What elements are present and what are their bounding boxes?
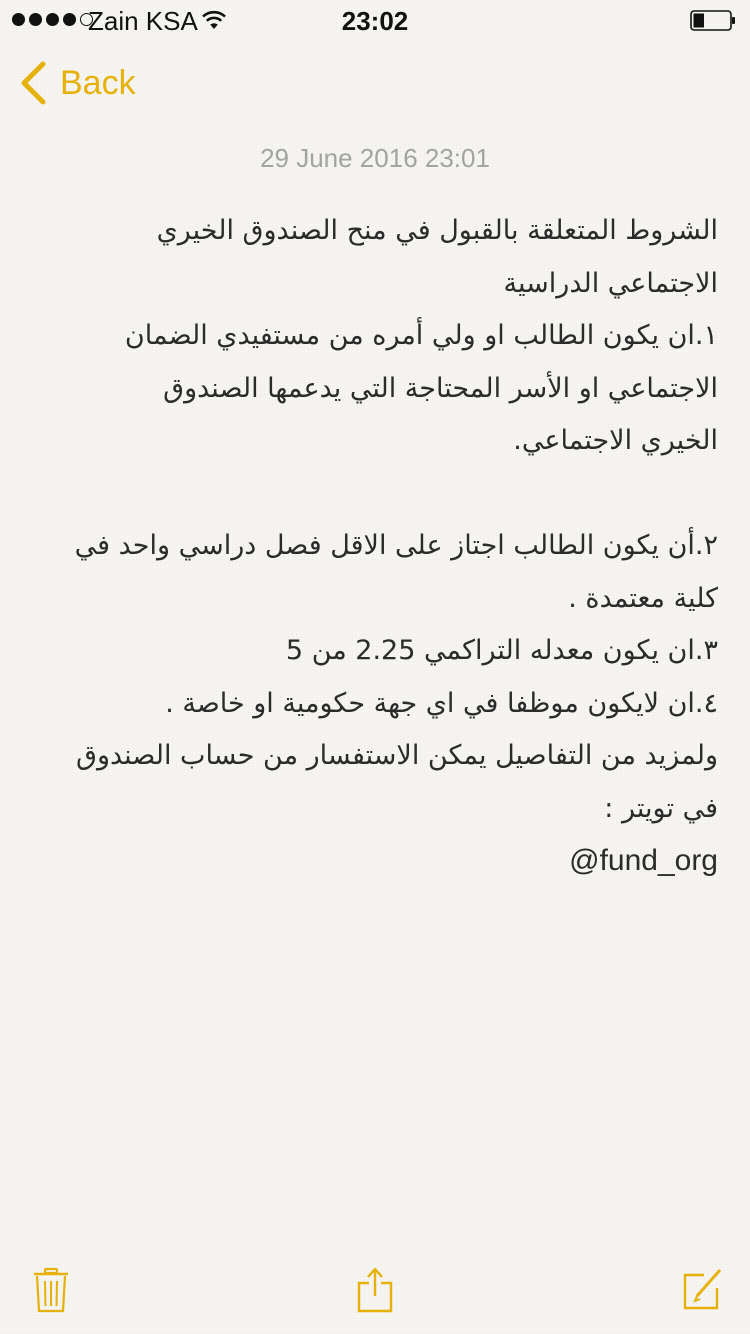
note-line: كلية معتمدة . [568,582,718,614]
carrier-name: Zain KSA [88,6,198,36]
note-line: ٣.ان يكون معدله التراكمي 2.25 من 5 [285,635,718,666]
status-bar [0,0,750,40]
note-line: ٢.أن يكون الطالب اجتاز على الاقل فصل دراسي واحد في [74,530,718,561]
chevron-left-icon [18,60,48,106]
note-line: في تويتر : [604,792,718,824]
note-line: الخيري الاجتماعي. [513,425,718,456]
compose-icon [682,1266,724,1312]
trash-icon [33,1266,69,1314]
back-button[interactable] [18,58,136,108]
note-line: الاجتماعي الدراسية [503,267,718,299]
share-icon [356,1266,394,1314]
note-line: ٤.ان لايكون موظفا في اي جهة حكومية او خاصة . [165,687,718,719]
share-button[interactable] [356,1266,400,1314]
battery-icon [690,10,736,31]
note-line: ١.ان يكون الطالب او ولي أمره من مستفيدي الضمان [124,320,718,351]
compose-button[interactable] [682,1266,726,1314]
note-body[interactable] [30,205,718,885]
note-line: الشروط المتعلقة بالقبول في منح الصندوق الخيري [156,215,718,246]
note-line: الاجتماعي او الأسر المحتاجة التي يدعمها الصندوق [163,372,718,404]
note-line-blank [30,468,718,521]
status-time: 23:02 [341,6,409,36]
back-label: Back [60,64,136,102]
delete-button[interactable] [33,1266,77,1314]
twitter-handle: @fund_org [569,844,718,877]
note-line: ولمزيد من التفاصيل يمكن الاستفسار من حساب الصندوق [76,740,718,771]
note-date: 29 June 2016 23:01 [260,143,490,173]
